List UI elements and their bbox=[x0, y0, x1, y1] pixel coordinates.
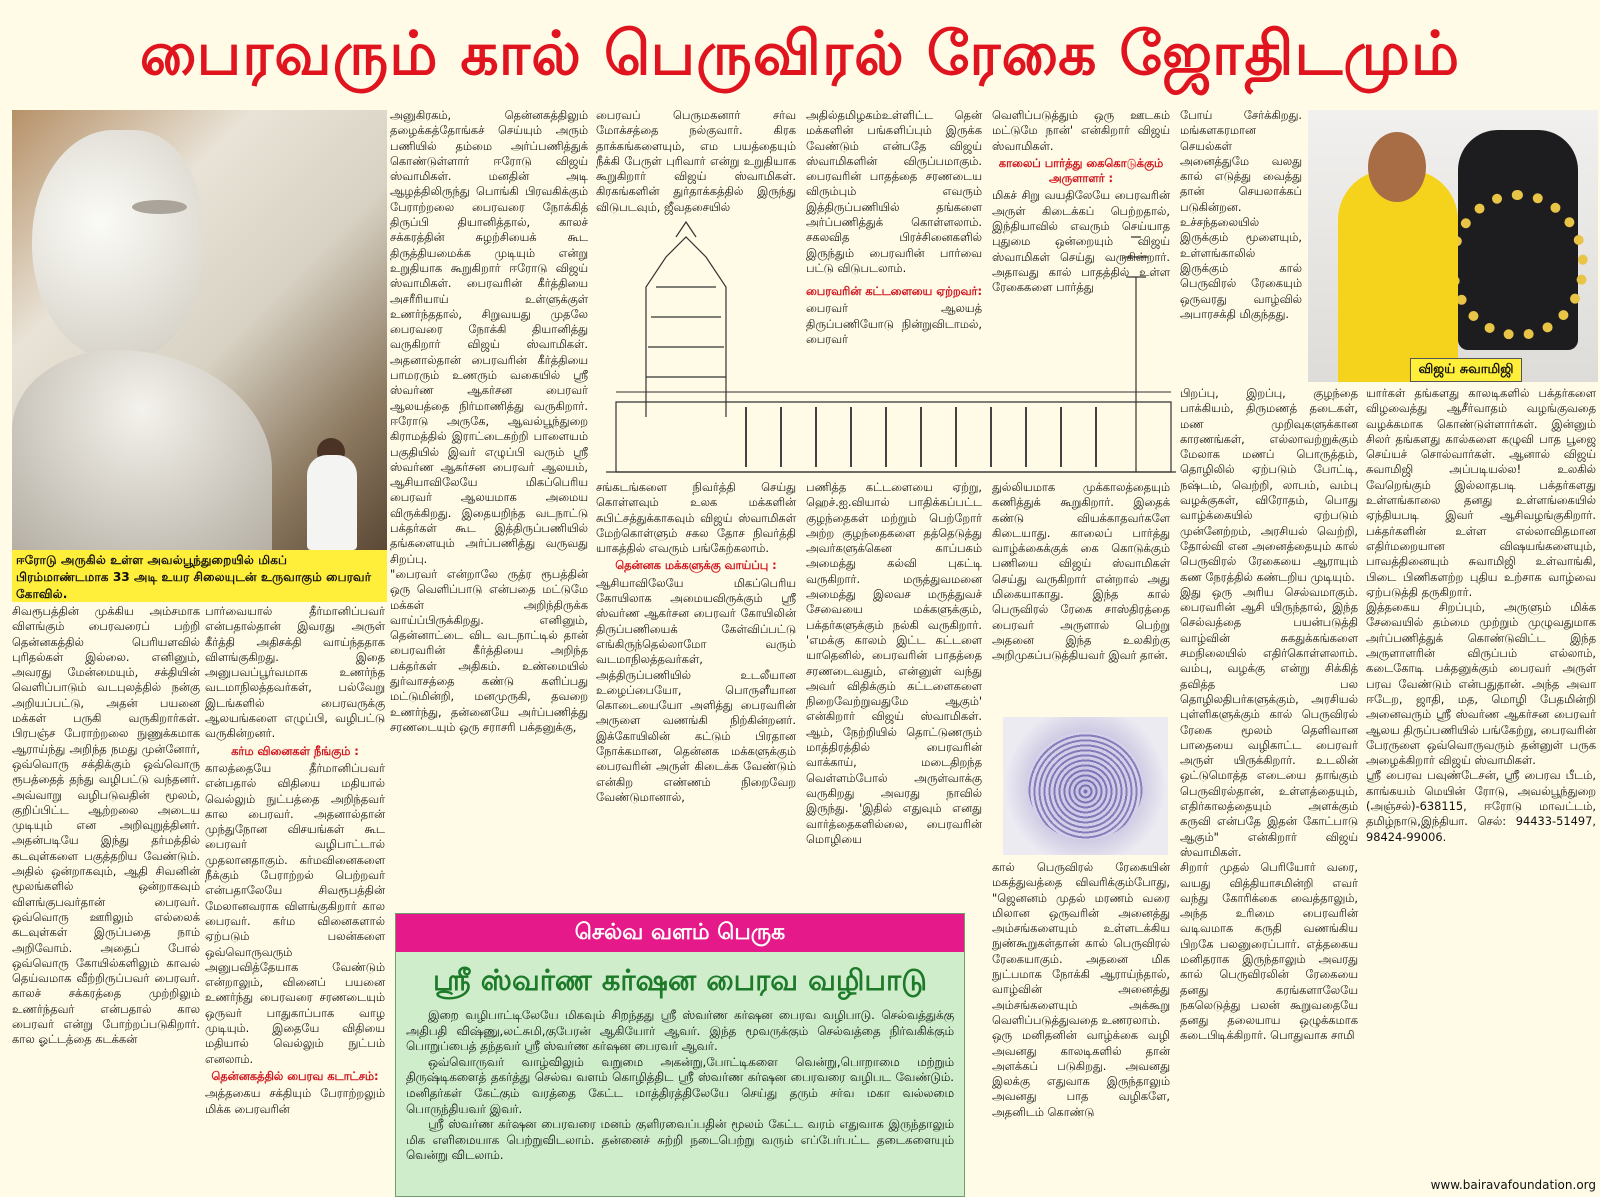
website-url: www.bairavafoundation.org bbox=[1430, 1178, 1596, 1192]
subhead-south: தென்னகத்தில் பைரவ கடாட்சம்: bbox=[211, 1068, 379, 1083]
column-5-mid: துல்லியமாக முக்காலத்தையும் கணித்துக் கூறுகிறார். இதைக் கண்டு வியக்காதவர்களே கிடையாது. காலைப் பார்த்து வாழ்க்கைக்குக் கை கொடுக்கும் பணியை விஜய் ஸ்வாமிகள் செய்து வருகிறார் என்றால் அது மிகையாகாது. இந்த கால் பெருவிரல் ரேகை சாஸ்திரத்தை பைரவர் அருளால் பெற்று அதனை இந்த உலகிற்கு அறிமுகப்படுத்தியவர் இவர் தான். bbox=[992, 480, 1170, 663]
worship-box bbox=[395, 913, 965, 1197]
column-5-top: வெளிப்படுத்தும் ஒரு ஊடகம் மட்டுமே நான்' என்கிறார் விஜய் ஸ்வாமிகள். காலைப் பார்த்து கைகொடுக்கும் அருளாளர் : மிகச் சிறு வயதிலேயே பைரவரின் அருள் கிடைக்கப் பெற்றதால், இந்தியாவில் எவரும் செய்யாத புதுமை ஒன்றையும் விஜய் ஸ்வாமிகள் செய்து வருகின்றார். அதாவது கால் பாதத்தில் உள்ள ரேகைகளை பார்த்து bbox=[992, 108, 1170, 295]
column-1: சிவரூபத்தின் முக்கிய அம்சமாக விளங்கும் பைரவரைப் பற்றி தென்னகத்தில் பெரியளவில் புரிதல்கள் இல்லை. எனினும், அவரது மேன்மையும், சக்தியின் வெளிப்பாடும் வடபுலத்தில் நன்கு அறியப்பட்டு, அதன் பயனை மக்கள் பருகி வருகிறார்கள். பிரபஞ்ச பேராற்றலை நுணுக்கமாக ஆராய்ந்து அறிந்த நமது முன்னோர், ஒவ்வொரு சக்திக்கும் ஒவ்வொரு ரூபத்தைத் தந்து வழிபட்டு வந்தனர். அவ்வாறு வழிபடுவதின் மூலம், குறிப்பிட்ட ஆற்றலை அடைய முடியும் என அறிவுறுத்தினர். அதன்படியே இந்து தர்மத்தில் கடவுள்களை பகுத்தறிய வேண்டும். அதில் ஒன்றாகவும், ஆதி சிவனின் மூலங்களில் ஒன்றாகவும் விளங்குபவர்தான் பைரவர். ஒவ்வொரு ஊரிலும் எல்லைக் கடவுள்கள் இருப்பதை நாம் அறிவோம். அதைப் போல் ஒவ்வொரு கோயில்களிலும் காவல் தெய்வமாக வீற்றிருப்பவர் பைரவர். காலச் சக்கரத்தை முற்றிலும் உணர்ந்தவர் என்பதால் கால பைரவர் என்று போற்றப்படுகிறார். கால ஓட்டத்தை கடக்கன் bbox=[12, 604, 200, 1047]
headline: பைரவரும் கால் பெருவிரல் ரேகை ஜோதிடமும் bbox=[139, 19, 1461, 89]
box-title: ஸ்ரீ ஸ்வர்ண கர்ஷன பைரவ வழிபாடு bbox=[432, 963, 928, 997]
fingerprint-image bbox=[1003, 717, 1168, 855]
column-4: பணித்த கட்டளையை ஏற்று, ஹெச்.ஐ.வியால் பாதிக்கப்பட்ட குழந்தைகள் மற்றும் பெற்றோர் அற்ற குழந்தைகளை தத்தெடுத்து அவர்களுக்கென காப்பகம் அமைத்து கல்வி புகட்டி வருகிறார். மருத்துவமனை அமைத்து இலவச மருத்துவச் சேவையை மக்களுக்கும், பக்தர்களுக்கும் நல்கி வருகிறார். 'எமக்கு காலம் இட்ட கட்டளை யாதெனில், பைரவரின் பாதத்தை சரணடைவதும், என்னுள் வந்து அவர் விதிக்கும் கட்டளைகளை நிறைவேற்றுவதுமே ஆகும்' என்கிறார் விஜய் ஸ்வாமிகள். ஆம், நேற்றியில் தொட்டுணரும் மாத்திரத்தில் பைரவரின் வாக்காய், மடைதிறந்த வெள்ளம்போல் அருள்வாக்கு வருகிறது அவரது நாவில் இருந்து. 'இதில் எதுவும் எனது வார்த்தைகளில்லை, பைரவரின் மொழியை bbox=[806, 480, 982, 846]
subhead-people: தென்னக மக்களுக்கு வாய்ப்பு : bbox=[615, 558, 777, 573]
swami-photo bbox=[1308, 110, 1598, 382]
column-6: பிறப்பு, இறப்பு, குழந்தை பாக்கியம், திருமணத் தடைகள், மண முறிவுகளுக்கான காரணங்கள், எல்லாவற்றுக்கும் மேலாக மணப் பொருத்தம், தொழிலில் ஏற்படும் போட்டி, நஷ்டம், வெற்றி, லாபம், வம்பு வழக்குகள், விரோதம், பொது வாழ்க்கையில் ஏற்படும் முன்னேற்றம், அரசியல் வெற்றி, தோல்வி என அனைத்தையும் கால் பெருவிரல் ரேகையை ஆராயும் கண நேரத்தில் கண்டறிய முடியும். இது ஒரு அரிய செல்வமாகும். பைரவரின் ஆசி யிருந்தால், இந்த செல்வத்தை பயன்படுத்தி வாழ்வின் சுகதுக்கங்களை சமநிலையில் எதிர்கொள்ளலாம். வம்பு, வழக்கு என்று சிக்கித் தவித்த பல தொழிலதிபர்களுக்கும், அரசியல் புள்ளிகளுக்கும் கால் பெருவிரல் ரேகை மூலம் தெளிவான பாதையை வழிகாட்ட பைரவர் அருள் யிருக்கிறார். உடலின் ஒட்டுமொத்த எடையை தாங்கும் பெருவிரல்தான், உள்ளத்தையும், எதிர்காலத்தையும் அளக்கும் கருவி என்பதே இதன் கோட்பாடு ஆகும்" என்கிறார் விஜய் ஸ்வாமிகள். சிறார் முதல் பெரியோர் வரை, வயது வித்தியாசமின்றி எவர் வந்து கோரிக்கை வைத்தாலும், அந்த உரிமை பைரவரின் வடிவமாக கருதி வணங்கிய பிறகே பலனுரைப்பார். எத்தகைய மனிதராக இருந்தாலும் அவரது கால் பெருவிரலின் ரேகையை தனது கரங்களாலேயே நகலெடுத்து பலன் கூறுவதையே தனது தலையாய ஒழுக்கமாக கடைபிடிக்கிறார். பொதுவாக சாமி bbox=[1180, 386, 1358, 1043]
swami-label: விஜய் சுவாமிஜி bbox=[1410, 358, 1522, 382]
subhead-order: பைரவரின் கட்டளையை ஏற்றவர்: bbox=[806, 284, 983, 298]
column-5: கால் பெருவிரல் ரேகையின் மகத்துவத்தை விவரிக்கும்போது, "ஜெனனம் முதல் மரணம் வரை மிலான ஒருவரின் அனைத்து அம்சங்களையும் உள்ளடக்கிய நுண்கூறுகள்தான் கால் பெருவிரல் ரேகையாகும். அதனை மிக நுட்பமாக நோக்கி ஆராய்ந்தால், வாழ்வின் அனைத்து அம்சங்களையும் அக்கூறு வெளிப்படுத்துவதை உணரலாம். ஒரு மனிதனின் வாழ்க்கை வழி அவனது காலடிகளில் தான் அளக்கப் படுகிறது. அவனது இலக்கு எதுவாக இருந்தாலும் அவனது பாத வழிகளே, அதனிடம் கொண்டு bbox=[992, 860, 1170, 1119]
box-body: இறை வழிபாட்டிலேயே மிகவும் சிறந்தது ஸ்ரீ ஸ்வர்ண கர்ஷன பைரவ வழிபாடு. செல்வத்துக்கு அதிபதி விஷ்ணு,லட்சுமி,குபேரன் ஆகியோர் ஆவர். இந்த மூவருக்கும் செல்வத்தை நிர்வகிக்கும் பொறுப்பைத் தந்தவர் ஸ்ரீ ஸ்வர்ண கர்ஷன பைரவர் ஆவர். ஒவ்வொருவர் வாழ்விலும் வறுமை அகன்று,போட்டிகளை வென்று,பொறாமை மற்றும் திருஷ்டிகளைத் தகர்த்து செல்வ வளம் கொழித்திட ஸ்ரீ ஸ்வர்ண கர்ஷன பைரவரை வழிபட வேண்டும். மனிதர்கள் கேட்கும் வரத்தை கேட்ட மாத்திரத்திலேயே செய்து தரும் சர்வ மகா வல்லமை பொருந்தியவர் இவர். ஸ்ரீ ஸ்வர்ண கர்ஷன பைரவரை மனம் குளிரவைப்பதின் மூலம் கேட்ட வரம் எதுவாக இருந்தாலும் மிக எளிமையாக பெற்றுவிடலாம். தன்னைச் சுற்றி நடைபெற்று வரும் எப்பேர்பட்ட தடைகளையும் வென்று விடலாம். bbox=[406, 1008, 954, 1163]
column-7: யார்கள் தங்களது காலடிகளில் பக்தர்களை விழவைத்து ஆசீர்வாதம் வழங்குவதை வழக்கமாக கொண்டுள்ளார்கள். இன்னும் சிலர் தங்களது கால்களை கழுவி பாத பூஜை செய்யச் சொல்வார்கள். ஆனால் விஜய் சுவாமிஜி அப்படியல்ல! உலகில் வேறெங்கும் இல்லாதபடி பக்தர்களது உள்ளங்காலை தனது உள்ளங்கையில் ஏந்தியபடி இவர் ஆசிவழங்குகிறார். பக்தர்களின் உள்ள எல்லாவிதமான எதிர்மறையான விஷயங்களையும், பாவத்தினையும் சுவாமிஜி உள்வாங்கி, பிடை பிணிகளற்ற புதிய உற்சாக வாழ்வை ஏற்படுத்தி தருகிறார். இத்தகைய சிறப்பும், அருளும் மிக்க சேவையில் தம்மை முற்றும் முழுவதுமாக அர்ப்பணித்துக் கொண்டுவிட்ட இந்த அருளாளரின் விருப்பம் எல்லாம், கடைகோடி பக்தனுக்கும் பைரவர் அருள் பரவ வேண்டும் என்பதுதான். அந்த அவா ஈடேற, ஜாதி, மத, மொழி பேதமின்றி அனைவரும் ஸ்ரீ ஸ்வர்ண ஆகர்சன பைரவர் ஆலய திருப்பணியில் பங்கேற்று, பைரவரின் பேரருளை ஒவ்வொருவரும் தன்னுள் பருக அழைக்கிறார் விஜய் ஸ்வாமிகள். ஸ்ரீ பைரவ பவுண்டேசன், ஸ்ரீ பைரவ பீடம், காங்கயம் மெயின் ரோடு, அவல்பூந்துறை (அஞ்சல்)-638115, ஈரோடு மாவட்டம், தமிழ்நாடு,இந்தியா. செல்: 94433-51497, 98424-99006. bbox=[1366, 386, 1596, 844]
box-top-label: செல்வ வளம் பெருக bbox=[396, 914, 964, 952]
column-4-top: அதில்தமிழகம்உள்ளிட்ட தென் மக்களின் பங்களிப்பும் இருக்க வேண்டும் என்பதே விஜய் ஸ்வாமிகளின் விருப்பமாகும். பைரவரின் பாதத்தை சரணடைய விரும்பும் எவரும் இத்திருப்பணியில் தங்களை அர்ப்பணித்துக் கொள்ளலாம். சகலவித பிரச்சினைகளில் இருந்தும் பைரவரின் பார்வை பட்டு விடுபடலாம். bbox=[806, 108, 982, 275]
subhead-karma: கர்ம வினைகள் நீங்கும் : bbox=[231, 743, 359, 758]
column-2-lower: பார்வையால் தீர்மானிப்பவர் என்பதால்தான் இவரது அருள் கீர்த்தி அதிசக்தி வாய்ந்ததாக விளங்குகிறது. இதை அனுபவப்பூர்வமாக உணர்ந்த வடமாநிலத்தவர்கள், பல்வேறு இடங்களில் பைரவருக்கு ஆலயங்களை எழுப்பி, வழிபட்டு வருகின்றனர். கர்ம வினைகள் நீங்கும் : காலத்தையே தீர்மானிப்பவர் என்பதால் விதியை மதியால் வெல்லும் நுட்பத்தை அறிந்தவர் கால பைரவர். அதனால்தான் முந்துநோன விசயங்கள் கூட பைரவர் வழிபாட்டால் முதலானதாகும். கர்மவினைகளை நீக்கும் பேராற்றல் பெற்றவர் என்பதாலேயே சிவரூபத்தின் மேலானவராக விளங்குகிறார் கால பைரவர். கர்ம வினைகளால் ஏற்படும் பலன்களை ஒவ்வொருவரும் அனுபவித்தேயாக வேண்டும் என்றாலும், வினைப் பயனை உணர்ந்து பைரவரை சரணடையும் ஒருவர் பாதுகாப்பாக வாழ முடியும். இதையே விதியை மதியால் வெல்லும் நுட்பம் எனலாம். தென்னகத்தில் பைரவ கடாட்சம்: அத்தகைய சக்தியும் பேராற்றலும் மிக்க பைரவரின் bbox=[205, 604, 385, 1116]
column-6-top: போய் சேர்க்கிறது. மங்களகரமான செயல்கள் அனைத்துமே வலது கால் எடுத்து வைத்து தான் செயலாக்கப் படுகின்றன. உச்சந்தலையில் இருக்கும் மூளையும், உள்ளங்காலில் இருக்கும் கால் பெருவிரல் ரேகையும் ஒருவரது வாழ்வில் அபாரசக்தி மிகுந்தது. bbox=[1180, 108, 1302, 321]
column-3: சங்கடங்களை நிவர்த்தி செய்து கொள்ளவும் உலக மக்களின் சுபிட்சத்துக்காகவும் விஜய் ஸ்வாமிகள் மேற்கொள்ளும் சகல தோச நிவர்த்தி யாகத்தில் எவரும் பங்கேற்கலாம். தென்னக மக்களுக்கு வாய்ப்பு : ஆசியாவிலேயே மிகப்பெரிய கோயிலாக அமையவிருக்கும் ஸ்ரீ ஸ்வர்ண ஆகர்சன பைரவர் கோயிலின் திருப்பணியைக் கேள்விப்பட்டு எங்கிருந்தெல்லாமோ வரும் வடமாநிலத்தவர்கள், அத்திருப்பணியில் உடலீயான உழைப்பையோ, பொருளீயான கொடையையோ அளித்து பைரவரின் அருளை வணங்கி நிற்கின்றனர். இக்கோயிலின் கட்டும் பிரதான நோக்கமான, தென்னக மக்களுக்கும் பைரவரின் அருள் கிடைக்க வேண்டும் என்கிற எண்ணம் நிறைவேற வேண்டுமானால், bbox=[596, 480, 796, 804]
subhead-foot: காலைப் பார்த்து கைகொடுக்கும் அருளாளர் : bbox=[998, 155, 1164, 186]
idol-photo bbox=[12, 110, 387, 550]
photo-caption: ஈரோடு அருகில் உள்ள அவல்பூந்துறையில் மிகப் பிரம்மாண்டமாக 33 அடி உயர சிலையுடன் உருவாகும் பைரவர் கோவில். bbox=[12, 550, 387, 602]
column-2: அனுகிரகம், தென்னகத்திலும் தழைக்கத்தோங்கச் செய்யும் அரும் பணியில் தம்மை அர்ப்பணித்துக் கொண்டுள்ளார் ஈரோடு விஜய் ஸ்வாமிகள். மனதின் அடி ஆழத்திலிருந்து பொங்கி பிரவகிக்கும் பேராற்றலை பைரவரை நோக்கித் திருப்பி தியானித்தால், காலச் சக்கரத்தின் சுழற்சியைக் கூட திருத்தியமைக்க முடியும் என்று உறுதியாக கூறுகிறார் ஈரோடு விஜய் ஸ்வாமிகள். பைரவரின் கீர்த்தியை அசரீரியாய் உள்ளுக்குள் உணர்ந்ததால், சிறுவயது முதலே பைரவரை நோக்கி தியானித்து வருகிறார் விஜய் ஸ்வாமிகள். அதனால்தான் பைரவரின் கீர்த்தியை பாமரரும் உணரும் வகையில் ஸ்ரீ ஸ்வர்ண ஆகர்சன பைரவர் ஆலயத்தை நிர்மாணித்து வருகிறார். ஈரோடு அருகே, ஆவல்பூந்துறை கிராமத்தில் இராட்டைகற்றி பாளையம் பகுதியில் இவர் எழுப்பி வரும் ஸ்ரீ ஸ்வர்ண ஆகர்சன பைரவர் ஆலயம், ஆசியாவிலேயே மிகப்பெரிய பைரவர் ஆலயமாக அமைய விருக்கிறது. இதையறிந்த வடநாட்டு பக்தர்கள் கூட இத்திருப்பணியில் தங்களையும் அர்ப்பணித்து வருவது சிறப்பு. "பைரவர் என்றாலே ருத்ர ரூபத்தின் ஒரு வெளிப்பாடு என்பதை மட்டுமே மக்கள் அறிந்திருக்க வாய்ப்பிருக்கிறது. எனினும், தென்னாட்டை விட வடநாட்டில் தான் பைரவரின் கீர்த்தியை அறிந்த பக்தர்கள் அதிகம். உண்மையில் துர்வாசத்தை கண்டு களிப்பது மட்டுமின்றி, மனமுருகி, தவறை உணர்ந்து, தன்னையே அர்ப்பணித்து சரணடையும் ஒரு சராசரி பக்தனுக்கு, bbox=[390, 108, 588, 734]
column-3-top: பைரவப் பெருமகனார் சர்வ மோக்சத்தை நல்குவார். கிரக தாக்கங்களையும், எம பயத்தையும் நீக்கி பேருள் புரிவார் என்று உறுதியாக கூறுகிறார் விஜய் ஸ்வாமிகள். கிரகங்களின் துர்தாக்கத்தில் இருந்து விடுபடவும், ஜீவதசையில் bbox=[596, 108, 796, 214]
column-4-mid: பைரவரின் கட்டளையை ஏற்றவர்: பைரவர் ஆலயத் திருப்பணியோடு நின்றுவிடாமல், பைரவர் bbox=[806, 284, 983, 346]
